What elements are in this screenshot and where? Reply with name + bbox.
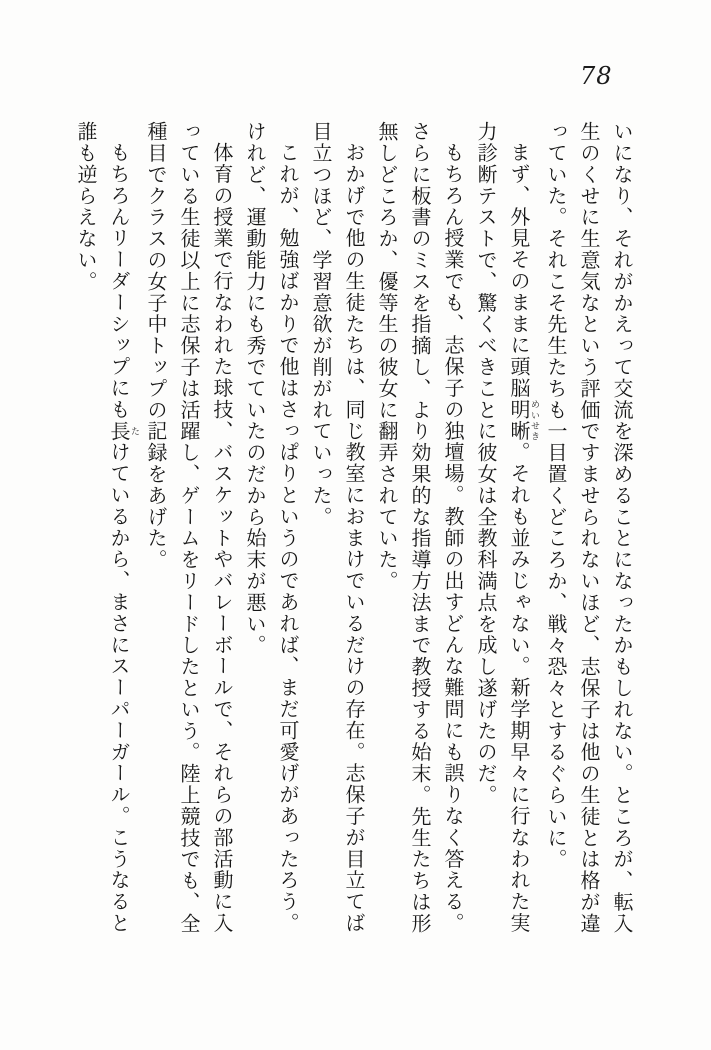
page-number: 78 bbox=[580, 62, 613, 90]
text-block bbox=[69, 121, 638, 943]
paragraph: もちろんリーダーシップにも長たけているから、まさにスーパーガール。こうなると誰も逆らえない。 bbox=[74, 121, 139, 935]
paragraph: いになり、それがかえって交流を深めることになったかもしれない。ところが、転入生のくせに生意気なという評価ですませられないほど、志保子は他の生徒とは格が違っていた。それこそ先生たちも一目置くどころか、戦々恐々とするぐらいに。 bbox=[544, 121, 634, 935]
paragraph: おかげで他の生徒たちは、同じ教室におまけでいるだけの存在。志保子が目立てば目立つほど、学習意欲が削がれていった。 bbox=[309, 121, 366, 935]
paragraph: まず、外見そのままに頭脳明晰めいせき。それも並みじゃない。新学期早々に行なわれた実力診断テストで、驚くべきことに彼女は全教科満点を成し遂げたのだ。 bbox=[474, 121, 539, 935]
paragraph: これが、勉強ばかりで他はさっぱりというのであれば、まだ可愛げがあったろう。けれど、運動能力にも秀でていたのだから始末が悪い。 bbox=[243, 121, 300, 935]
furigana: めいせき bbox=[529, 399, 539, 442]
ruby-annotated-word: 明晰めいせき bbox=[507, 399, 539, 443]
furigana: た bbox=[129, 420, 139, 442]
paragraph: もちろん授業でも、志保子の独壇場。教師の出すどんな難問にも誤りなく答える。さらに板書のミスを指摘し、より効果的な指導方法まで教授する始末。先生たちは形無しどころか、優等生の彼女に翻弄されていた。 bbox=[375, 121, 465, 935]
paragraph: 体育の授業で行なわれた球技、バスケットやバレーボールで、それらの部活動に入っている生徒以上に志保子は活躍し、ゲームをリードしたという。陸上競技でも、全種目でクラスの女子中トップの記録をあげた。 bbox=[144, 121, 234, 935]
ruby-annotated-word: 長た bbox=[107, 420, 139, 442]
